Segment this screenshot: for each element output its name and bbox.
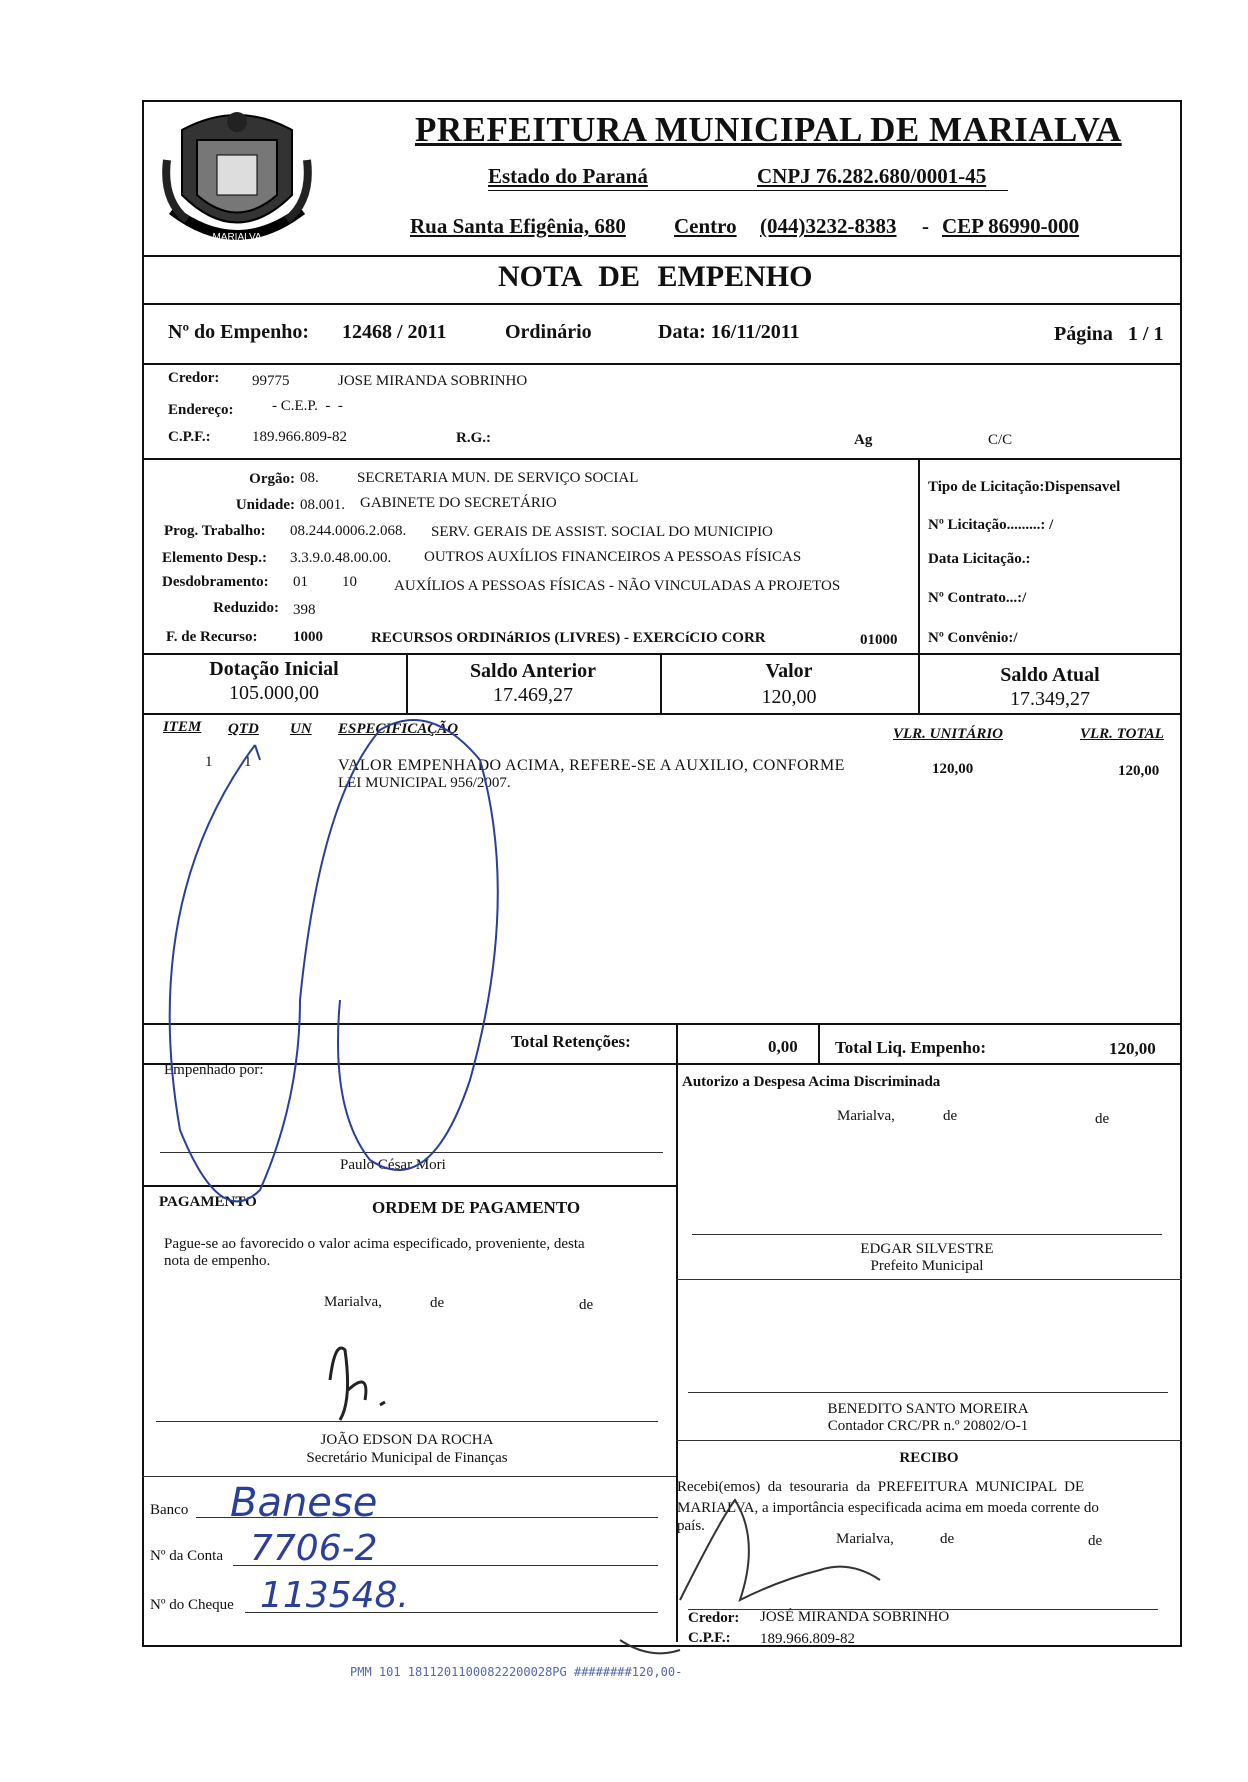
orgao-desc: SECRETARIA MUN. DE SERVIÇO SOCIAL [357,470,639,486]
recurso-desc: RECURSOS ORDINáRIOS (LIVRES) - EXERCíCIO CORR [371,630,766,646]
empenho-type: Ordinário [505,321,592,343]
prog-label: Prog. Trabalho: [164,523,266,539]
contador-name: BENEDITO SANTO MOREIRA [827,1401,1029,1417]
header-address: Rua Santa Efigênia, 680 [410,214,626,238]
saldo-atual-label: Saldo Atual [1000,664,1100,686]
pagamento-de1: de [430,1295,445,1311]
numero-convenio: Nº Convênio:/ [928,630,1018,646]
reduzido-value: 398 [293,602,316,618]
recurso-label: F. de Recurso: [166,629,258,645]
col-especificacao: ESPECIFICAÇÃO [338,721,459,737]
numero-contrato: Nº Contrato...:/ [928,590,1027,606]
prefeito-title: Prefeito Municipal [870,1258,984,1274]
rg-label: R.G.: [456,430,491,446]
empenho-page: Página 1 / 1 [1054,323,1164,345]
autorizo-place: Marialva, [837,1108,895,1124]
cc-label: C/C [988,432,1013,448]
recurso-code: 1000 [293,629,323,645]
elemento-desc: OUTROS AUXÍLIOS FINANCEIROS A PESSOAS FÍSICAS [424,549,802,565]
desdob-b: 10 [342,574,357,590]
header-phone: (044)3232-8383 [760,214,897,238]
recibo-place: Marialva, [836,1531,894,1547]
orgao-label: Orgão: [249,471,295,487]
credor-label: Credor: [168,370,220,386]
item-qtd: 1 [244,754,252,770]
empenho-label: Nº do Empenho: [168,321,310,343]
retencoes-label: Total Retenções: [511,1032,631,1051]
liq-label: Total Liq. Empenho: [835,1038,986,1057]
header-title: PREFEITURA MUNICIPAL DE MARIALVA [415,110,1122,149]
col-vlr-total: VLR. TOTAL [1080,726,1164,742]
reduzido-label: Reduzido: [213,600,279,616]
header-state: Estado do Paraná [488,164,648,188]
dotacao-label: Dotação Inicial [209,658,339,680]
empenhado-label: Empenhado por: [164,1062,264,1078]
recibo-text2: MARIALVA, a importância especificada acima em moeda corrente do [677,1500,1099,1516]
prog-code: 08.244.0006.2.068. [290,523,407,539]
ag-label: Ag [854,432,873,448]
doc-title: NOTA DE EMPENHO [498,260,813,293]
dotacao-value: 105.000,00 [229,682,319,704]
credor-code: 99775 [252,373,290,389]
recibo-text3: país. [677,1518,705,1534]
header-dash: - [922,214,929,238]
contador-title: Contador CRC/PR n.º 20802/O-1 [827,1418,1029,1434]
secretario-name: JOÃO EDSON DA ROCHA [320,1432,494,1448]
valor-value: 120,00 [761,686,817,708]
recurso-code-2: 01000 [860,632,898,648]
recibo-de2: de [1088,1533,1103,1549]
recibo-cpf-value: 189.966.809-82 [760,1631,855,1647]
header-district: Centro [674,214,737,238]
recibo-text1: Recebi(emos) da tesouraria da PREFEITURA MUNICIPAL DE [677,1479,1085,1495]
elemento-code: 3.3.9.0.48.00.00. [290,550,392,566]
desdob-a: 01 [293,574,308,590]
header-cep: CEP 86990-000 [942,214,1080,238]
pagamento-text2: nota de empenho. [164,1253,271,1269]
elemento-label: Elemento Desp.: [162,550,267,566]
footer-stamp: PMM 101 18112011000822200028PG ########120,00- [350,1665,683,1679]
prefeito-name: EDGAR SILVESTRE [860,1241,994,1257]
item-spec-line1: VALOR EMPENHADO ACIMA, REFERE-SE A AUXILIO, CONFORME [338,757,845,774]
conta-value: 7706-2 [250,1528,378,1569]
item-number: 1 [205,754,213,770]
recibo-credor-name: JOSÉ MIRANDA SOBRINHO [760,1609,950,1625]
secretario-title: Secretário Municipal de Finanças [306,1450,508,1466]
data-licitacao: Data Licitação.: [928,551,1031,567]
recibo-title: RECIBO [899,1450,959,1466]
col-item: ITEM [163,719,202,735]
cpf-label: C.P.F.: [168,429,211,445]
item-total-value: 120,00 [1118,763,1160,779]
credor-name: JOSE MIRANDA SOBRINHO [338,373,528,389]
saldo-anterior-value: 17.469,27 [493,684,573,706]
liq-value: 120,00 [1109,1039,1156,1058]
item-spec-line2: LEI MUNICIPAL 956/2007. [338,775,511,791]
endereco-label: Endereço: [168,402,234,418]
banco-value: Banese [230,1480,378,1526]
retencoes-value: 0,00 [768,1037,798,1056]
desdob-desc: AUXÍLIOS A PESSOAS FÍSICAS - NÃO VINCULADAS A PROJETOS [394,578,841,594]
saldo-atual-value: 17.349,27 [1010,688,1090,710]
empenhado-name: Paulo César Mori [340,1157,446,1173]
cheque-label: Nº do Cheque [150,1597,234,1613]
empenho-date: Data: 16/11/2011 [658,321,800,343]
valor-label: Valor [765,660,813,682]
svg-text:MARIALVA: MARIALVA [212,232,262,243]
col-un: UN [290,721,312,737]
conta-label: Nº da Conta [150,1548,223,1564]
unidade-code: 08.001. [300,497,345,513]
pagamento-place: Marialva, [324,1294,382,1310]
municipal-crest [162,100,312,260]
header-cnpj: CNPJ 76.282.680/0001-45 [757,164,987,188]
recibo-de1: de [940,1531,955,1547]
cpf-value: 189.966.809-82 [252,429,347,445]
unidade-label: Unidade: [235,497,295,513]
pagamento-text1: Pague-se ao favorecido o valor acima especificado, proveniente, desta [164,1236,585,1252]
desdob-label: Desdobramento: [162,574,269,590]
col-qtd: QTD [228,721,259,737]
empenho-number: 12468 / 2011 [342,321,447,343]
recibo-cpf-label: C.P.F.: [688,1630,731,1646]
prog-desc: SERV. GERAIS DE ASSIST. SOCIAL DO MUNICIPIO [431,524,773,540]
autorizo-de2: de [1095,1111,1110,1127]
orgao-code: 08. [300,470,319,486]
tipo-licitacao: Tipo de Licitação:Dispensavel [928,479,1121,495]
cheque-value: 113548. [260,1575,409,1616]
unidade-desc: GABINETE DO SECRETÁRIO [360,495,557,511]
ordem-pagamento-title: ORDEM DE PAGAMENTO [372,1198,581,1217]
autorizo-de1: de [943,1108,958,1124]
numero-licitacao: Nº Licitação.........: / [928,517,1054,533]
endereco-value: - C.E.P. - - [272,398,343,414]
col-vlr-unitario: VLR. UNITÁRIO [893,726,1004,742]
saldo-anterior-label: Saldo Anterior [469,660,597,682]
autorizo-title: Autorizo a Despesa Acima Discriminada [682,1074,941,1090]
banco-label: Banco [150,1502,189,1518]
recibo-credor-label: Credor: [688,1610,740,1626]
item-unit-value: 120,00 [932,761,974,777]
pagamento-de2: de [579,1297,594,1313]
pagamento-label: PAGAMENTO [159,1194,257,1210]
